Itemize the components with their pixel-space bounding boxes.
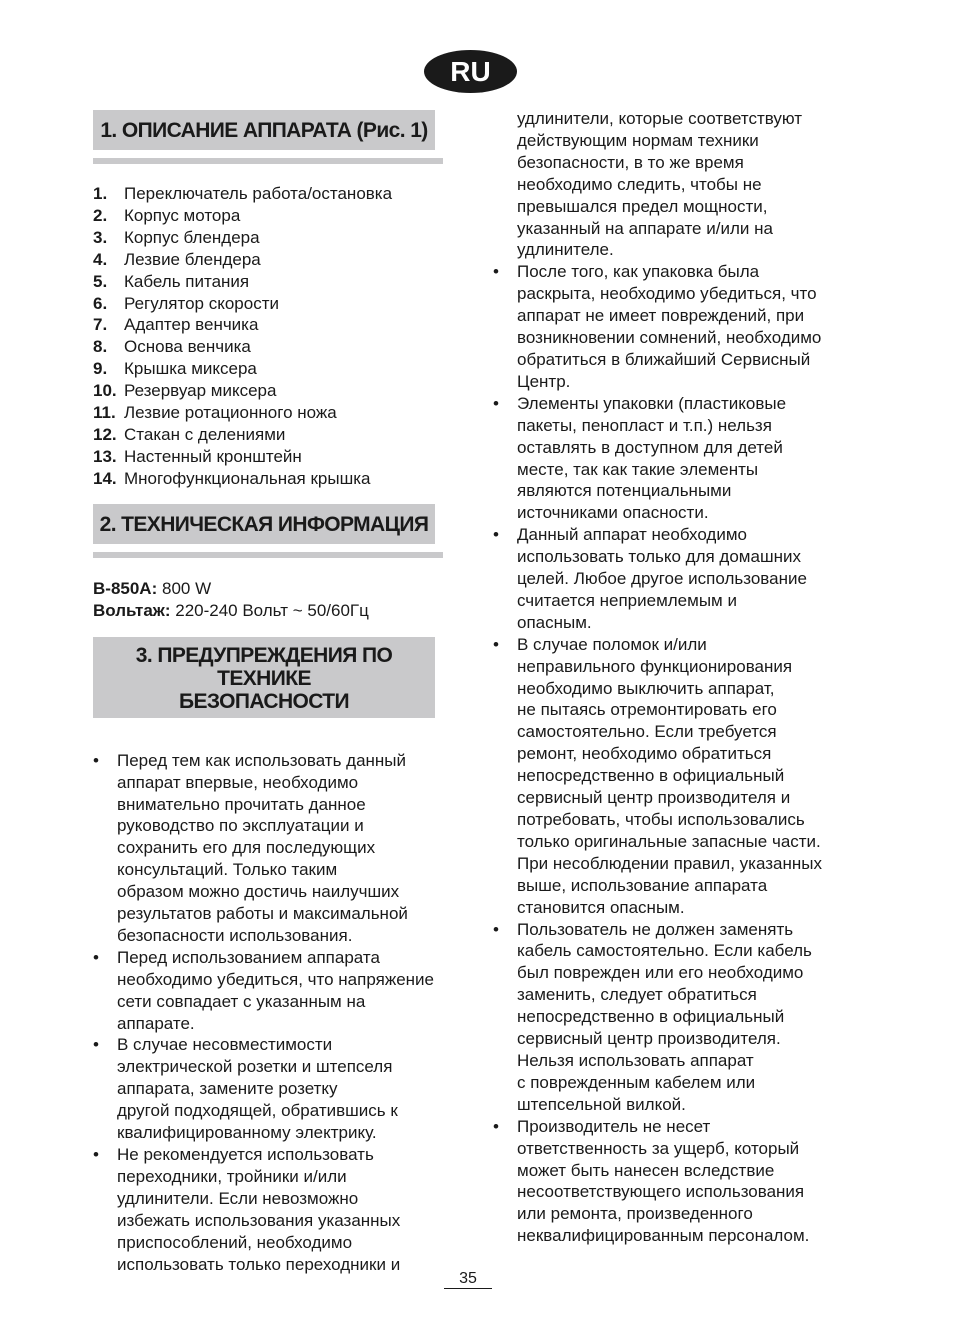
parts-list [93, 183, 458, 490]
section-1-heading: 1. ОПИСАНИЕ АППАРАТА (Рис. 1) [93, 110, 435, 150]
safety-bullet-text: Перед тем как использовать данный аппарат впервые, необходимо внимательно прочитать данное руководство по эксплуатации и сохранить его для последующих консультаций. Только таким образом можно достичь наилучших результатов работы и максимальной безопасности использования. [117, 750, 408, 945]
safety-bullet-item [93, 1144, 458, 1275]
parts-list-number: 3. [93, 227, 108, 247]
safety-bullet-item [493, 393, 853, 524]
safety-bullet-text: Перед использованием аппарата необходимо убедиться, что напряжение сети совпадает с указанным на аппарате. [117, 947, 434, 1033]
parts-list-text: Лезвие блендера [124, 249, 261, 269]
parts-list-number: 6. [93, 293, 108, 313]
parts-list-number: 4. [93, 249, 108, 269]
parts-list-text: Переключатель работа/остановка [124, 184, 393, 203]
parts-list-number: 14. [93, 468, 117, 488]
bullet-icon: • [493, 634, 499, 654]
section-3-heading-line1: 3. ПРЕДУПРЕЖДЕНИЯ ПО ТЕХНИКЕ [135, 643, 393, 690]
page-number-rule [444, 1288, 492, 1289]
parts-list-item [93, 314, 458, 336]
voltage-value: 220-240 Вольт ~ 50/60Гц [175, 600, 369, 620]
parts-list-number: 7. [93, 315, 108, 335]
parts-list-text: Кабель питания [124, 271, 250, 291]
section-3-heading-line2: БЕЗОПАСНОСТИ [178, 689, 350, 713]
safety-bullet-text: Производитель не несет ответственность за ущерб, который может быть нанесен вследствие несоответствующего использования или ремонта, произведенного неквалифицированным персоналом. [517, 1116, 810, 1246]
parts-list-item [93, 271, 458, 293]
parts-list-text: Стакан с делениями [124, 424, 286, 444]
model-label: B-850A: [93, 578, 158, 598]
bullet-icon: • [493, 1116, 499, 1136]
safety-bullet-text: Пользователь не должен заменять кабель самостоятельно. Если кабель был поврежден или его необходимо заменить, следует обратиться непосредственно в официальный сервисный центр производителя. Нельзя использовать аппарат с поврежденным кабелем или штепсельной вилкой. [517, 919, 812, 1114]
parts-list-item [93, 227, 458, 249]
parts-list-text: Регулятор скорости [124, 293, 280, 313]
parts-list-number: 1. [93, 184, 108, 203]
bullet-icon: • [493, 919, 499, 939]
parts-list-text: Адаптер венчика [124, 315, 259, 335]
right-column [493, 108, 853, 1247]
parts-list-text: Резервуар миксера [124, 381, 277, 401]
safety-bullet-item [93, 947, 458, 1035]
parts-list-text: Настенный кронштейн [124, 446, 302, 466]
safety-bullet-text: После того, как упаковка была раскрыта, необходимо убедиться, что аппарат не имеет повреждений, при возникновении сомнений, необходимо обратиться в ближайший Сервисный Центр. [517, 262, 822, 391]
safety-bullet-item [93, 1034, 458, 1144]
parts-list-number: 11. [93, 403, 116, 423]
voltage-line [93, 600, 458, 622]
safety-list-left [93, 750, 458, 1276]
technical-info [93, 578, 458, 622]
safety-bullet-item [493, 524, 853, 634]
section-1-rule [93, 158, 443, 164]
bullet-icon: • [93, 1035, 99, 1055]
safety-bullet-text: Данный аппарат необходимо использовать только для домашних целей. Любое другое использование считается неприемлемым и опасным. [517, 525, 807, 632]
parts-list-text: Многофункциональная крышка [124, 468, 371, 488]
model-line [93, 578, 458, 600]
parts-list-item [93, 183, 458, 205]
bullet-icon: • [93, 750, 99, 770]
safety-list-right [493, 261, 853, 1247]
language-badge: RU [424, 50, 517, 93]
safety-bullet-item [493, 634, 853, 919]
safety-bullet-text: Элементы упаковки (пластиковые пакеты, пенопласт и т.п.) нельзя оставлять в доступном для детей месте, так как такие элементы являются потенциальными источниками опасности. [517, 393, 787, 523]
safety-bullet-item [93, 750, 458, 947]
parts-list-text: Корпус мотора [124, 205, 241, 225]
parts-list-item [93, 249, 458, 271]
bullet-icon: • [93, 1145, 99, 1164]
safety-bullet-text: В случае несовместимости электрической розетки и штепселя аппарата, замените розетку другой подходящей, обратившись к квалифицированному электрику. [117, 1035, 398, 1143]
safety-bullet-item [493, 261, 853, 392]
parts-list-number: 10. [93, 381, 117, 401]
parts-list-item [93, 402, 458, 424]
parts-list-number: 8. [93, 337, 108, 357]
parts-list-number: 13. [93, 446, 117, 466]
voltage-label: Вольтаж: [93, 600, 171, 620]
parts-list-number: 2. [93, 205, 108, 225]
safety-bullet-text: В случае поломок и/или неправильного функционирования необходимо выключить аппарат, не пытаясь отремонтировать его самостоятельно. Если требуется ремонт, необходимо обратиться непосредственно в официальный сервисный центр производителя и потребовать, чтобы использовались только оригинальные запасные части. При несоблюдении правил, указанных выше, использование аппарата становится опасным. [517, 634, 822, 917]
safety-bullet-item [493, 1116, 853, 1247]
parts-list-item [93, 446, 458, 468]
bullet-icon: • [93, 947, 99, 967]
parts-list-item [93, 336, 458, 358]
safety-continuation: удлинители, которые соответствуют действующим нормам техники безопасности, в то же время необходимо следить, чтобы не превышался предел мощности, указанный на аппарате и/или на удлинителе. [517, 109, 803, 260]
parts-list-item [93, 205, 458, 227]
safety-bullet-text: Не рекомендуется использовать переходники, тройники и/или удлинители. Если невозможно избежать использования указанных приспособлений, необходимо использовать только переходники и [117, 1145, 401, 1274]
left-column [93, 110, 458, 1275]
safety-bullet-item [493, 919, 853, 1116]
parts-list-number: 5. [93, 271, 108, 291]
parts-list-item [93, 380, 458, 402]
section-2-heading: 2. ТЕХНИЧЕСКАЯ ИНФОРМАЦИЯ [93, 504, 435, 544]
bullet-icon: • [493, 525, 499, 545]
parts-list-text: Крышка миксера [124, 359, 257, 379]
parts-list-item [93, 424, 458, 446]
bullet-icon: • [493, 262, 499, 282]
bullet-icon: • [493, 393, 499, 413]
parts-list-text: Лезвие ротационного ножа [124, 403, 337, 423]
parts-list-text: Корпус блендера [124, 227, 260, 247]
parts-list-item [93, 293, 458, 315]
parts-list-item [93, 468, 458, 490]
parts-list-number: 9. [93, 359, 108, 379]
section-3-heading [93, 637, 435, 718]
parts-list-number: 12. [93, 424, 117, 444]
model-value: 800 W [161, 578, 212, 598]
page-number: 35 [459, 1270, 477, 1287]
parts-list-item [93, 358, 458, 380]
parts-list-text: Основа венчика [124, 337, 251, 357]
section-2-rule [93, 552, 443, 558]
